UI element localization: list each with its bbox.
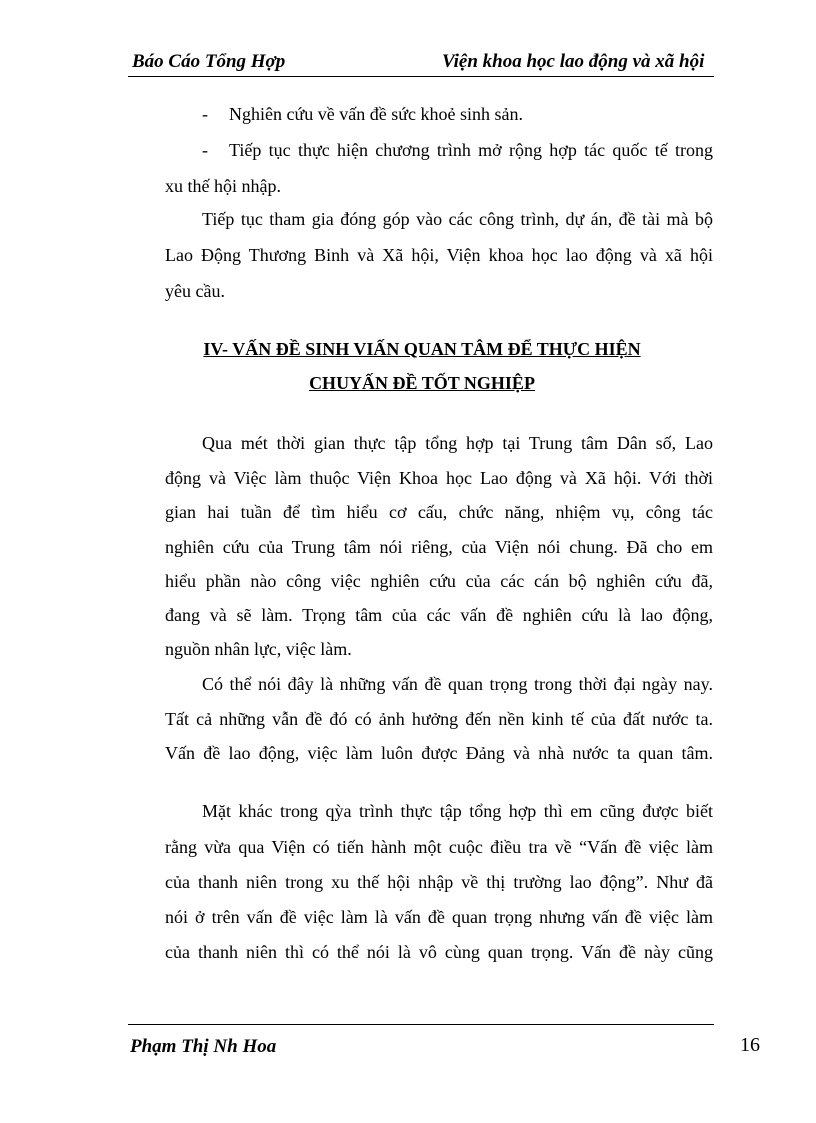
paragraph-line: Có thể nói đây là những vấn đề quan trọng trong thời đại ngày nay. (202, 674, 713, 694)
section-heading-line-2: CHUYẤN ĐỀ TỐT NGHIỆP (309, 373, 535, 393)
paragraph-line: động và Việc làm thuộc Viện Khoa học Lao động và Xã hội. Với thời (165, 468, 713, 488)
bullet-dash: - (202, 140, 208, 160)
paragraph-line: Mặt khác trong qỳa trình thực tập tổng hợp thì em cũng được biết (202, 801, 713, 821)
paragraph-line: Lao Động Thương Binh và Xã hội, Viện khoa học lao động và xã hội (165, 245, 713, 265)
paragraph-line: rằng vừa qua Viện có tiến hành một cuộc điều tra về “Vấn đề việc làm (165, 837, 713, 857)
paragraph-line: Tiếp tục tham gia đóng góp vào các công trình, dự án, đề tài mà bộ (202, 209, 713, 229)
section-heading-line-1: IV- VẤN ĐỀ SINH VIẤN QUAN TÂM ĐỂ THỰC HIỆN (203, 339, 641, 359)
page-number: 16 (740, 1034, 760, 1056)
paragraph-line: nói ở trên vấn đề việc làm là vấn đề quan trọng nhưng vấn đề việc làm (165, 907, 713, 927)
paragraph-line: của thanh niên trong xu thế hội nhập về thị trường lao động”. Như đã (165, 872, 713, 892)
header-report-title: Báo Cáo Tổng Hợp (132, 51, 286, 72)
page-header (128, 50, 714, 77)
paragraph-line: nghiên cứu của Trung tâm nói riêng, của Viện nói chung. Đã cho em (165, 537, 713, 557)
paragraph-line: Vấn đề lao động, việc làm luôn được Đảng và nhà nước ta quan tâm. (165, 743, 713, 763)
header-institute-name: Viện khoa học lao động và xã hội (442, 51, 705, 72)
paragraph-line: gian hai tuần để tìm hiểu cơ cấu, chức năng, nhiệm vụ, công tác (165, 502, 713, 522)
paragraph-line: Tất cả những vẫn đề đó có ảnh hưởng đến nền kinh tế của đất nước ta. (165, 709, 713, 729)
paragraph-line: Qua mét thời gian thực tập tổng hợp tại Trung tâm Dân số, Lao (202, 433, 713, 453)
bullet-item: Nghiên cứu về vấn đề sức khoẻ sinh sản. (229, 104, 523, 124)
bullet-dash: - (202, 104, 208, 124)
bullet-continuation: xu thế hội nhập. (165, 176, 281, 196)
paragraph-line: đang và sẽ làm. Trọng tâm của các vấn đề nghiên cứu là lao động, (165, 605, 713, 625)
bullet-item: Tiếp tục thực hiện chương trình mở rộng hợp tác quốc tế trong (229, 140, 713, 160)
footer-author-name: Phạm Thị Nh Hoa (130, 1036, 277, 1057)
paragraph-line: nguồn nhân lực, việc làm. (165, 639, 352, 659)
paragraph-line: yêu cầu. (165, 281, 225, 301)
footer-divider (128, 1024, 714, 1025)
paragraph-line: hiểu phần nào công việc nghiên cứu của các cán bộ nghiên cứu đã, (165, 571, 713, 591)
paragraph-line: của thanh niên thì có thể nói là vô cùng quan trọng. Vấn đề này cũng (165, 942, 713, 962)
